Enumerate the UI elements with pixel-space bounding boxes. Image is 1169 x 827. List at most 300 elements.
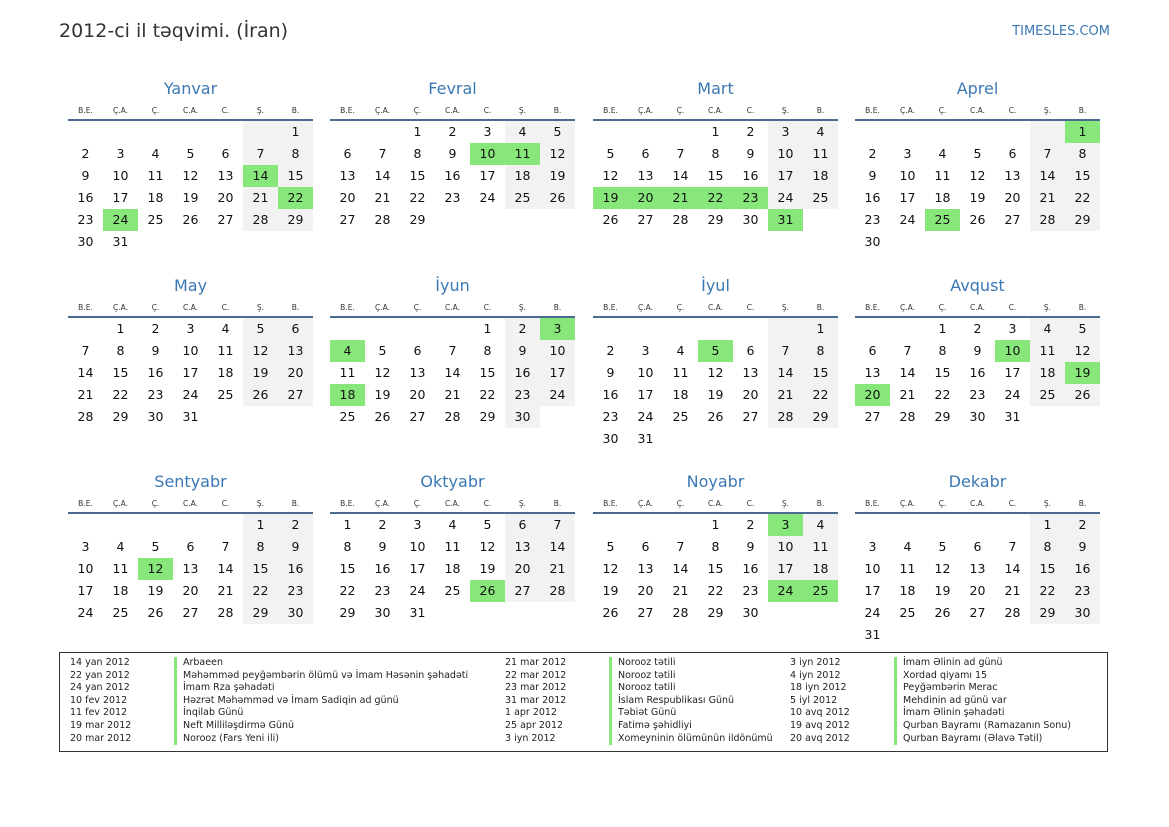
day-cell: 21 xyxy=(217,583,234,598)
weekday-label: Ş. xyxy=(518,106,527,115)
day-cell: 24 xyxy=(899,212,916,227)
day-cell: 1 xyxy=(711,124,720,139)
holiday-row xyxy=(70,720,490,733)
holiday-day-cell: 12 xyxy=(138,558,173,580)
day-cell: 18 xyxy=(444,561,461,576)
day-cell: 14 xyxy=(374,168,391,183)
empty-day-cell xyxy=(173,514,208,536)
empty-day-cell xyxy=(890,121,925,143)
weekday-label: Ç. xyxy=(413,303,422,312)
holiday-date: 24 yan 2012 xyxy=(70,682,130,694)
holiday-date: 3 iyn 2012 xyxy=(505,732,556,744)
day-cell: 8 xyxy=(938,343,947,358)
day-grid xyxy=(68,121,313,253)
weekday-header xyxy=(68,299,313,318)
weekday-label: B.E. xyxy=(340,106,355,115)
holiday-row xyxy=(505,657,785,670)
day-cell: 13 xyxy=(409,365,426,380)
empty-day-cell xyxy=(698,318,733,340)
holiday-name: Peyğəmbərin Merac xyxy=(894,682,997,695)
weekday-label: Ş. xyxy=(781,106,790,115)
day-cell: 29 xyxy=(1065,209,1100,231)
weekday-label: C. xyxy=(1008,303,1017,312)
day-cell: 2 xyxy=(81,146,90,161)
day-cell: 2 xyxy=(151,321,160,336)
day-grid xyxy=(330,514,575,624)
empty-day-cell xyxy=(593,121,628,143)
day-cell: 1 xyxy=(243,514,278,536)
day-cell: 8 xyxy=(343,539,352,554)
month-calendar xyxy=(593,465,838,624)
month-calendar xyxy=(593,269,838,450)
holiday-name: Məhəmməd peyğəmbərin ölümü və İmam Həsənin şəhadəti xyxy=(174,670,468,683)
month-name: Oktyabr xyxy=(420,472,485,491)
day-cell: 5 xyxy=(938,539,947,554)
weekday-label: Ç.A. xyxy=(374,303,390,312)
holiday-row xyxy=(505,733,785,746)
day-cell: 8 xyxy=(803,340,838,362)
weekday-label: B. xyxy=(291,499,300,508)
day-cell: 11 xyxy=(934,168,951,183)
holiday-row xyxy=(790,695,1100,708)
day-cell: 4 xyxy=(505,121,540,143)
day-cell: 17 xyxy=(112,190,129,205)
weekday-label: Ç.A. xyxy=(899,106,915,115)
holiday-date: 11 fev 2012 xyxy=(70,707,128,719)
holiday-name: Həzrət Məhəmməd və İmam Sadiqin ad günü xyxy=(174,695,399,708)
day-cell: 3 xyxy=(483,124,492,139)
day-cell: 29 xyxy=(479,409,496,424)
month-calendar xyxy=(330,465,575,624)
day-cell: 22 xyxy=(934,387,951,402)
day-cell: 2 xyxy=(746,124,755,139)
holiday-row xyxy=(505,695,785,708)
day-cell: 4 xyxy=(803,121,838,143)
day-cell: 7 xyxy=(221,539,230,554)
day-cell: 5 xyxy=(151,539,160,554)
holiday-row xyxy=(505,682,785,695)
day-cell: 26 xyxy=(374,409,391,424)
holiday-day-cell: 4 xyxy=(330,340,365,362)
day-cell: 16 xyxy=(602,387,619,402)
holiday-column xyxy=(790,657,1100,745)
empty-day-cell xyxy=(173,121,208,143)
day-cell: 29 xyxy=(803,406,838,428)
day-cell: 16 xyxy=(742,168,759,183)
holiday-date: 4 iyn 2012 xyxy=(790,669,841,681)
day-cell: 6 xyxy=(641,146,650,161)
day-cell: 14 xyxy=(444,365,461,380)
day-cell: 13 xyxy=(969,561,986,576)
day-cell: 30 xyxy=(1065,602,1100,624)
day-cell: 23 xyxy=(77,212,94,227)
day-cell: 16 xyxy=(278,558,313,580)
holiday-row xyxy=(790,682,1100,695)
holiday-day-cell: 20 xyxy=(628,187,663,209)
day-cell: 26 xyxy=(1065,384,1100,406)
day-cell: 29 xyxy=(707,212,724,227)
day-cell: 28 xyxy=(672,212,689,227)
day-cell: 19 xyxy=(540,165,575,187)
day-cell: 26 xyxy=(147,605,164,620)
day-cell: 5 xyxy=(243,318,278,340)
day-cell: 23 xyxy=(864,212,881,227)
day-cell: 9 xyxy=(448,146,457,161)
day-cell: 15 xyxy=(707,168,724,183)
day-cell: 19 xyxy=(602,583,619,598)
holiday-day-cell: 18 xyxy=(330,384,365,406)
weekday-label: Ç.A. xyxy=(374,499,390,508)
day-cell: 9 xyxy=(1065,536,1100,558)
day-cell: 11 xyxy=(803,536,838,558)
day-cell: 21 xyxy=(444,387,461,402)
holiday-date: 21 mar 2012 xyxy=(505,657,567,668)
holiday-day-cell: 23 xyxy=(733,187,768,209)
day-cell: 27 xyxy=(1004,212,1021,227)
day-cell: 21 xyxy=(540,558,575,580)
day-cell: 25 xyxy=(444,583,461,598)
day-cell: 8 xyxy=(278,143,313,165)
empty-day-cell xyxy=(138,121,173,143)
day-cell: 15 xyxy=(479,365,496,380)
weekday-label: C. xyxy=(221,499,230,508)
day-cell: 13 xyxy=(278,340,313,362)
weekday-label: C.A. xyxy=(707,106,723,115)
day-cell: 30 xyxy=(742,212,759,227)
day-cell: 17 xyxy=(899,190,916,205)
day-cell: 20 xyxy=(637,583,654,598)
day-cell: 25 xyxy=(803,187,838,209)
day-cell: 14 xyxy=(1030,165,1065,187)
day-cell: 30 xyxy=(147,409,164,424)
day-cell: 1 xyxy=(116,321,125,336)
weekday-label: Ç. xyxy=(151,303,160,312)
weekday-header xyxy=(593,299,838,318)
weekday-label: Ş. xyxy=(781,303,790,312)
weekday-label: C.A. xyxy=(182,499,198,508)
day-cell: 18 xyxy=(505,165,540,187)
empty-day-cell xyxy=(330,121,365,143)
day-cell: 1 xyxy=(1030,514,1065,536)
day-cell: 11 xyxy=(444,539,461,554)
day-cell: 1 xyxy=(483,321,492,336)
day-cell: 23 xyxy=(742,583,759,598)
weekday-header xyxy=(593,102,838,121)
holiday-date: 1 apr 2012 xyxy=(505,707,558,719)
day-cell: 2 xyxy=(378,517,387,532)
day-cell: 7 xyxy=(768,340,803,362)
weekday-label: C.A. xyxy=(969,106,985,115)
day-cell: 19 xyxy=(243,362,278,384)
holiday-name: Norooz tətili xyxy=(609,670,675,683)
day-cell: 17 xyxy=(77,583,94,598)
day-cell: 2 xyxy=(505,318,540,340)
day-cell: 10 xyxy=(77,561,94,576)
day-cell: 7 xyxy=(676,146,685,161)
day-cell: 8 xyxy=(1065,143,1100,165)
weekday-header xyxy=(330,495,575,514)
holiday-day-cell: 24 xyxy=(103,209,138,231)
day-cell: 11 xyxy=(217,343,234,358)
day-cell: 16 xyxy=(444,168,461,183)
day-cell: 18 xyxy=(899,583,916,598)
holiday-name: İnqilab Günü xyxy=(174,707,243,720)
day-cell: 11 xyxy=(672,365,689,380)
empty-day-cell xyxy=(925,121,960,143)
day-cell: 25 xyxy=(1030,384,1065,406)
day-cell: 27 xyxy=(637,605,654,620)
holiday-name: İslam Respublikası Günü xyxy=(609,695,734,708)
empty-day-cell xyxy=(855,514,890,536)
page-title: 2012-ci il təqvimi. (İran) xyxy=(59,20,289,42)
day-cell: 10 xyxy=(540,340,575,362)
day-cell: 14 xyxy=(217,561,234,576)
month-name: Dekabr xyxy=(948,472,1007,491)
holiday-row xyxy=(70,733,490,746)
day-cell: 29 xyxy=(243,602,278,624)
day-cell: 17 xyxy=(864,583,881,598)
day-cell: 9 xyxy=(606,365,615,380)
weekday-header xyxy=(68,495,313,514)
holiday-name: Mehdinin ad günü var xyxy=(894,695,1007,708)
holiday-date: 31 mar 2012 xyxy=(505,694,567,706)
day-cell: 24 xyxy=(182,387,199,402)
weekday-header xyxy=(68,102,313,121)
day-cell: 17 xyxy=(768,558,803,580)
holiday-day-cell: 5 xyxy=(698,340,733,362)
month-name: Mart xyxy=(697,79,734,98)
day-cell: 1 xyxy=(343,517,352,532)
day-cell: 9 xyxy=(505,340,540,362)
day-cell: 23 xyxy=(602,409,619,424)
holiday-day-cell: 10 xyxy=(995,340,1030,362)
weekday-label: C.A. xyxy=(444,106,460,115)
month-calendar xyxy=(855,465,1100,646)
day-cell: 4 xyxy=(803,514,838,536)
day-cell: 18 xyxy=(112,583,129,598)
day-cell: 13 xyxy=(637,561,654,576)
holiday-name: Xordad qiyamı 15 xyxy=(894,670,987,683)
day-cell: 28 xyxy=(768,406,803,428)
brand-link[interactable]: TIMESLES.COM xyxy=(1012,24,1110,39)
holiday-day-cell: 22 xyxy=(278,187,313,209)
day-cell: 31 xyxy=(112,234,129,249)
day-cell: 24 xyxy=(637,409,654,424)
day-cell: 14 xyxy=(672,561,689,576)
day-cell: 12 xyxy=(540,143,575,165)
weekday-label: B.E. xyxy=(78,303,93,312)
day-cell: 26 xyxy=(182,212,199,227)
day-cell: 27 xyxy=(637,212,654,227)
weekday-label: Ç.A. xyxy=(899,303,915,312)
empty-day-cell xyxy=(628,514,663,536)
day-cell: 11 xyxy=(339,365,356,380)
day-cell: 22 xyxy=(803,384,838,406)
day-cell: 13 xyxy=(637,168,654,183)
day-cell: 16 xyxy=(864,190,881,205)
empty-day-cell xyxy=(365,121,400,143)
holiday-date: 19 mar 2012 xyxy=(70,719,132,731)
empty-day-cell xyxy=(855,318,890,340)
day-cell: 31 xyxy=(864,627,881,642)
month-calendar xyxy=(855,269,1100,428)
day-grid xyxy=(68,514,313,624)
weekday-label: C.A. xyxy=(444,499,460,508)
holiday-day-cell: 24 xyxy=(768,580,803,602)
day-cell: 6 xyxy=(343,146,352,161)
weekday-label: Ç. xyxy=(938,303,947,312)
holiday-date: 18 iyn 2012 xyxy=(790,682,847,694)
day-cell: 18 xyxy=(147,190,164,205)
day-cell: 19 xyxy=(374,387,391,402)
day-cell: 3 xyxy=(1008,321,1017,336)
day-cell: 30 xyxy=(602,431,619,446)
weekday-label: B. xyxy=(816,303,825,312)
weekday-label: B. xyxy=(1078,499,1087,508)
empty-day-cell xyxy=(768,318,803,340)
day-cell: 17 xyxy=(637,387,654,402)
day-cell: 28 xyxy=(374,212,391,227)
day-grid xyxy=(593,318,838,450)
day-cell: 6 xyxy=(1008,146,1017,161)
day-cell: 23 xyxy=(278,580,313,602)
day-cell: 20 xyxy=(969,583,986,598)
day-cell: 24 xyxy=(409,583,426,598)
weekday-label: B.E. xyxy=(78,106,93,115)
day-cell: 31 xyxy=(637,431,654,446)
day-cell: 25 xyxy=(672,409,689,424)
weekday-label: Ç. xyxy=(151,499,160,508)
day-cell: 7 xyxy=(540,514,575,536)
day-cell: 26 xyxy=(602,605,619,620)
day-cell: 21 xyxy=(1030,187,1065,209)
month-calendar xyxy=(68,465,313,624)
holiday-row xyxy=(70,707,490,720)
day-cell: 10 xyxy=(768,536,803,558)
day-cell: 7 xyxy=(378,146,387,161)
day-cell: 14 xyxy=(768,362,803,384)
month-calendar xyxy=(68,72,313,253)
day-cell: 12 xyxy=(934,561,951,576)
day-cell: 13 xyxy=(505,536,540,558)
weekday-label: C. xyxy=(221,106,230,115)
empty-day-cell xyxy=(890,318,925,340)
day-cell: 21 xyxy=(672,583,689,598)
day-cell: 6 xyxy=(278,318,313,340)
day-cell: 6 xyxy=(868,343,877,358)
day-cell: 15 xyxy=(243,558,278,580)
weekday-label: Ş. xyxy=(1043,499,1052,508)
day-cell: 3 xyxy=(116,146,125,161)
day-cell: 28 xyxy=(1004,605,1021,620)
holiday-row xyxy=(790,733,1100,746)
day-cell: 28 xyxy=(444,409,461,424)
day-cell: 17 xyxy=(409,561,426,576)
day-cell: 26 xyxy=(602,212,619,227)
day-grid xyxy=(593,514,838,624)
weekday-label: B.E. xyxy=(340,303,355,312)
day-cell: 17 xyxy=(540,362,575,384)
day-cell: 25 xyxy=(899,605,916,620)
weekday-label: B. xyxy=(816,499,825,508)
empty-day-cell xyxy=(995,514,1030,536)
day-cell: 17 xyxy=(479,168,496,183)
day-cell: 4 xyxy=(221,321,230,336)
day-cell: 27 xyxy=(409,409,426,424)
month-name: Aprel xyxy=(956,79,999,98)
day-cell: 30 xyxy=(505,406,540,428)
day-cell: 20 xyxy=(339,190,356,205)
day-cell: 13 xyxy=(217,168,234,183)
day-cell: 1 xyxy=(803,318,838,340)
day-cell: 2 xyxy=(868,146,877,161)
day-cell: 19 xyxy=(147,583,164,598)
day-cell: 29 xyxy=(707,605,724,620)
day-cell: 3 xyxy=(81,539,90,554)
day-cell: 23 xyxy=(505,384,540,406)
weekday-label: B. xyxy=(553,499,562,508)
day-cell: 25 xyxy=(505,187,540,209)
day-cell: 3 xyxy=(768,121,803,143)
weekday-header xyxy=(330,299,575,318)
day-cell: 21 xyxy=(243,187,278,209)
holiday-day-cell: 21 xyxy=(663,187,698,209)
weekday-label: C. xyxy=(746,499,755,508)
day-cell: 20 xyxy=(505,558,540,580)
month-name: İyun xyxy=(435,276,470,295)
day-cell: 1 xyxy=(938,321,947,336)
day-cell: 15 xyxy=(1030,558,1065,580)
day-cell: 12 xyxy=(602,168,619,183)
weekday-label: Ş. xyxy=(1043,303,1052,312)
day-cell: 29 xyxy=(409,212,426,227)
day-cell: 4 xyxy=(116,539,125,554)
day-cell: 6 xyxy=(221,146,230,161)
day-cell: 10 xyxy=(112,168,129,183)
day-cell: 28 xyxy=(217,605,234,620)
holiday-day-cell: 10 xyxy=(470,143,505,165)
day-cell: 23 xyxy=(969,387,986,402)
day-cell: 30 xyxy=(864,234,881,249)
day-cell: 23 xyxy=(374,583,391,598)
day-cell: 6 xyxy=(505,514,540,536)
day-cell: 12 xyxy=(969,168,986,183)
day-cell: 10 xyxy=(182,343,199,358)
weekday-label: Ç. xyxy=(413,499,422,508)
weekday-label: Ş. xyxy=(518,499,527,508)
month-calendar xyxy=(855,72,1100,253)
holiday-date: 10 fev 2012 xyxy=(70,694,128,706)
day-cell: 27 xyxy=(969,605,986,620)
weekday-label: B.E. xyxy=(603,499,618,508)
day-cell: 3 xyxy=(641,343,650,358)
month-name: Avqust xyxy=(950,276,1005,295)
day-cell: 21 xyxy=(1004,583,1021,598)
holiday-name: Fatimə şəhidliyi xyxy=(609,720,692,733)
day-cell: 7 xyxy=(1030,143,1065,165)
day-cell: 9 xyxy=(278,536,313,558)
day-cell: 11 xyxy=(147,168,164,183)
day-cell: 3 xyxy=(413,517,422,532)
day-cell: 22 xyxy=(409,190,426,205)
empty-day-cell xyxy=(855,121,890,143)
day-cell: 10 xyxy=(768,143,803,165)
month-name: İyul xyxy=(701,276,730,295)
day-cell: 30 xyxy=(278,602,313,624)
day-cell: 5 xyxy=(606,146,615,161)
weekday-label: Ç. xyxy=(676,303,685,312)
day-cell: 4 xyxy=(151,146,160,161)
